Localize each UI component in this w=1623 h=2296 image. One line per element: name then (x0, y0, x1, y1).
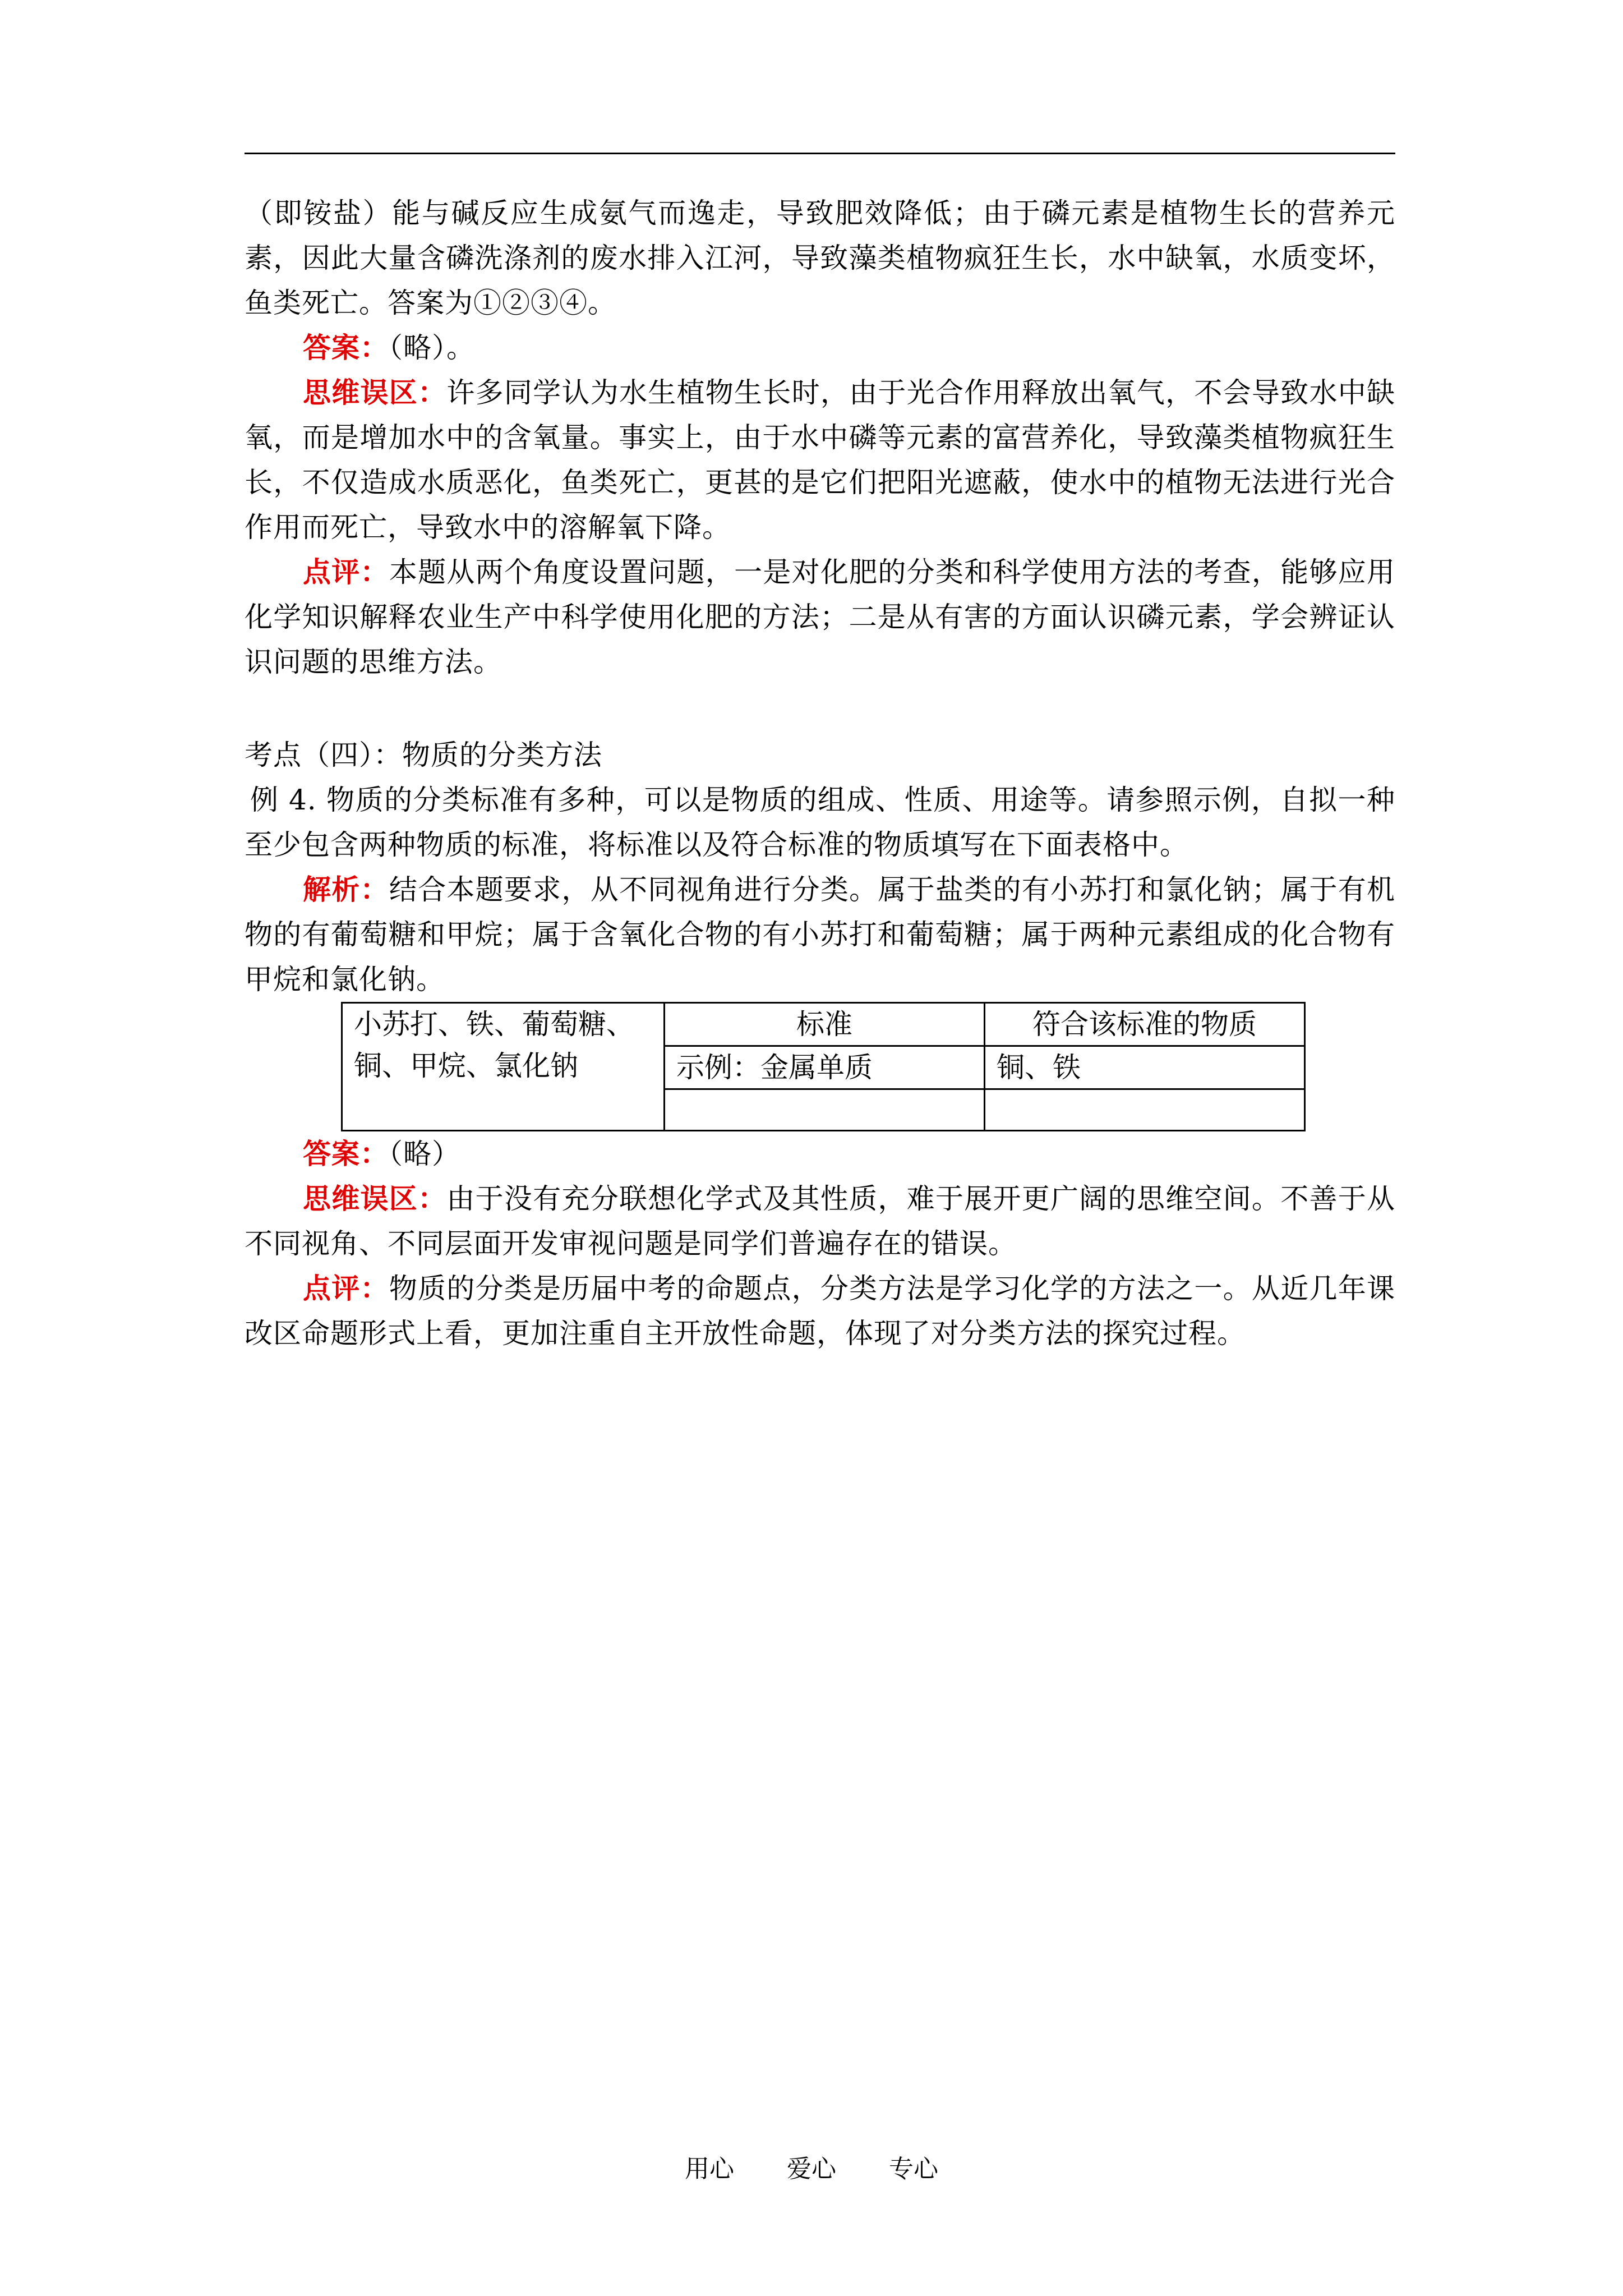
footer-item: 用心 (685, 2155, 734, 2183)
analysis-text: 结合本题要求，从不同视角进行分类。属于盐类的有小苏打和氯化钠；属于有机物的有葡萄糖和甲烷；属于含氧化合物的有小苏打和葡萄糖；属于两种元素组成的化合物有甲烷和氯化钠。 (245, 873, 1396, 996)
blank-standard-cell (665, 1089, 985, 1131)
answer-paragraph-2 (245, 1131, 1395, 1176)
comment-paragraph-2 (245, 1266, 1395, 1356)
answer-label: 答案： (303, 1137, 389, 1170)
example-question: 例 4. 物质的分类标准有多种，可以是物质的组成、性质、用途等。请参照示例，自拟一种至少包含两种物质的标准，将标准以及符合标准的物质填写在下面表格中。 (245, 784, 1395, 861)
misconception-paragraph-2 (245, 1176, 1395, 1266)
answer-label: 答案： (303, 331, 389, 364)
classification-table (341, 1002, 1306, 1131)
misconception-label: 思维误区： (303, 1182, 447, 1215)
footer-item: 爱心 (787, 2155, 836, 2183)
comment-label: 点评： (303, 555, 389, 588)
section-title: 考点（四）：物质的分类方法 (245, 739, 602, 771)
table-row (342, 1003, 1305, 1046)
example-standard-cell: 示例：金属单质 (665, 1046, 985, 1089)
analysis-label: 解析： (303, 873, 389, 906)
misconception-paragraph-1 (245, 370, 1395, 550)
document-body (245, 191, 1395, 1356)
answer-text: （略） (389, 1138, 460, 1170)
example-matching-cell: 铜、铁 (985, 1046, 1305, 1089)
analysis-paragraph (245, 867, 1395, 1002)
header-standard-cell: 标准 (665, 1003, 985, 1046)
page-footer (0, 2148, 1623, 2184)
footer-item: 专心 (889, 2155, 938, 2183)
header-matching-cell: 符合该标准的物质 (985, 1003, 1305, 1046)
comment-label: 点评： (303, 1272, 389, 1305)
paragraph-continuation: （即铵盐）能与碱反应生成氨气而逸走，导致肥效降低；由于磷元素是植物生长的营养元素，因此大量含磷洗涤剂的废水排入江河，导致藻类植物疯狂生长，水中缺氧，水质变坏，鱼类死亡。答案为①②③④。 (245, 197, 1395, 319)
answer-text: （略）。 (389, 332, 475, 364)
misconception-text: 许多同学认为水生植物生长时，由于光合作用释放出氧气，不会导致水中缺氧，而是增加水中的含氧量。事实上，由于水中磷等元素的富营养化，导致藻类植物疯狂生长，不仅造成水质恶化，鱼类死亡，更甚的是它们把阳光遮蔽，使水中的植物无法进行光合作用而死亡，导致水中的溶解氧下降。 (245, 376, 1396, 544)
blank-matching-cell (985, 1089, 1305, 1131)
comment-text: 本题从两个角度设置问题，一是对化肥的分类和科学使用方法的考查，能够应用化学知识解释农业生产中科学使用化肥的方法；二是从有害的方面认识磷元素，学会辨证认识问题的思维方法。 (245, 556, 1396, 678)
misconception-label: 思维误区： (303, 376, 447, 409)
section-gap (245, 684, 1395, 733)
comment-text: 物质的分类是历届中考的命题点，分类方法是学习化学的方法之一。从近几年课改区命题形式上看，更加注重自主开放性命题，体现了对分类方法的探究过程。 (245, 1272, 1396, 1350)
comment-paragraph-1 (245, 550, 1395, 684)
misconception-text: 由于没有充分联想化学式及其性质，难于展开更广阔的思维空间。不善于从不同视角、不同层面开发审视问题是同学们普遍存在的错误。 (245, 1182, 1396, 1260)
answer-paragraph-1 (245, 325, 1395, 370)
header-rule (245, 153, 1395, 154)
substances-cell: 小苏打、铁、葡萄糖、铜、甲烷、氯化钠 (342, 1003, 665, 1131)
classification-table-wrapper (341, 1002, 1395, 1131)
